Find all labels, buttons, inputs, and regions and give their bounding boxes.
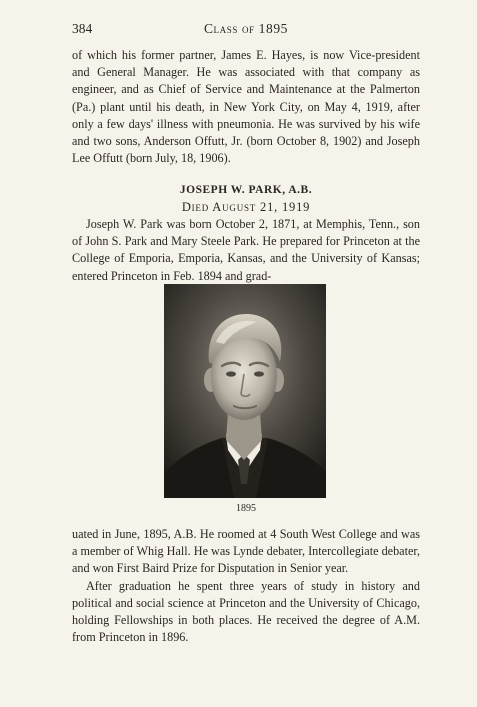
portrait-photo (164, 284, 326, 498)
entry-death-date: Died August 21, 1919 (181, 200, 311, 214)
running-head (72, 21, 420, 39)
continuation-text (72, 47, 420, 167)
portrait-caption: 1895 (236, 503, 256, 514)
page-number: 384 (72, 21, 93, 36)
entry-name: JOSEPH W. PARK, A.B. (179, 184, 313, 196)
continuation-paragraph: of which his former partner, James E. Hayes, is now Vice-president and General Manager. He was associated with that company as engineer, and as Chief of Service and Maintenance at the Palmerton (Pa.) plant until his death, in New York City, on May 4, 1919, after only a few days' illness with pneumonia. He was survived by his wife and two sons, Anderson Offutt, Jr. (born October 8, 1902) and Joseph Lee Offutt (born July, 18, 1906). (72, 48, 420, 166)
entry-paragraph: Joseph W. Park was born October 2, 1871, at Memphis, Tenn., son of John S. Park and Mary Steele Park. He prepared for Princeton at the College of Emporia, Emporia, Kansas, and the University of Kansas; entered Princeton in Feb. 1894 and grad- (72, 217, 420, 283)
entry-continued-text (72, 526, 420, 646)
entry-intro-text (72, 216, 420, 285)
entry-paragraph-continued: uated in June, 1895, A.B. He roomed at 4 South West College and was a member of Whig Hall. He was Lynde debater, Intercollegiate debater, and won First Baird Prize for Disputation in Senior year. (72, 527, 420, 576)
running-title: Class of 1895 (203, 21, 289, 36)
entry-paragraph-2: After graduation he spent three years of study in history and political and social science at Princeton and the University of Chicago, holding Fellowships in both places. He received the degree of A.M. from Princeton in 1896. (72, 578, 420, 645)
